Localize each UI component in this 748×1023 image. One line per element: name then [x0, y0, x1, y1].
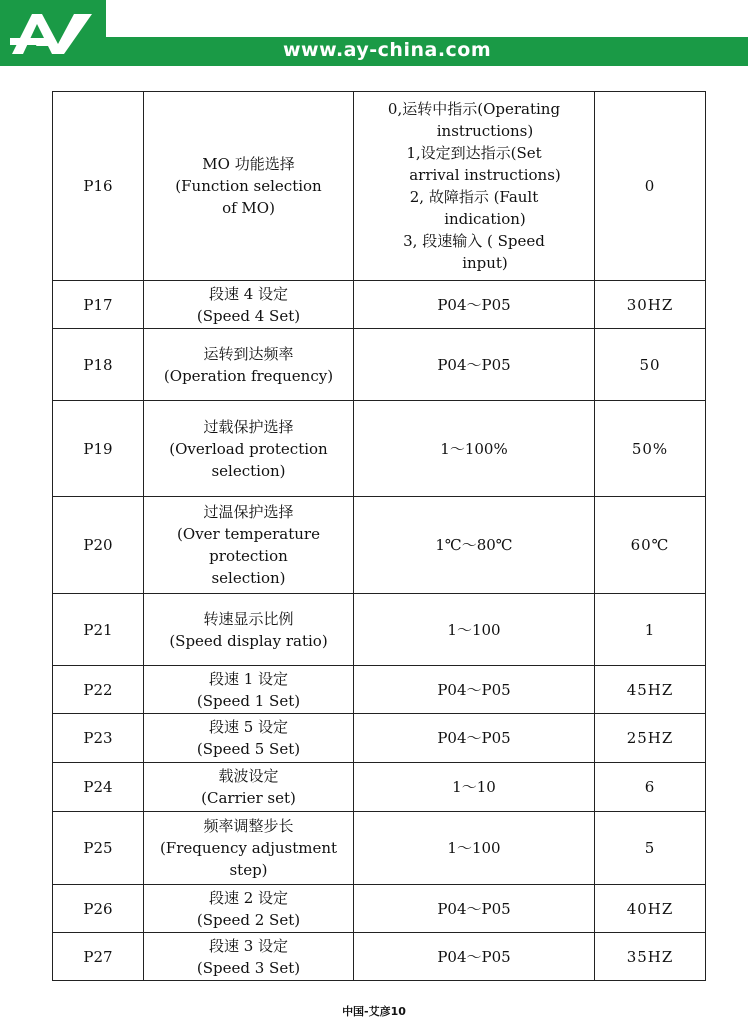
- param-name: [144, 329, 354, 401]
- param-code: P27: [53, 933, 144, 981]
- param-default: 0: [595, 92, 706, 281]
- table-row: [53, 401, 706, 497]
- param-name-cn: MO 功能选择: [202, 155, 295, 173]
- param-name-en: (Carrier set): [201, 789, 296, 807]
- param-name-cn: 过载保护选择: [203, 417, 294, 436]
- table-row: [53, 329, 706, 401]
- option-line: indication): [444, 210, 526, 228]
- param-name-cn: 过温保护选择: [203, 503, 294, 521]
- param-default: 60℃: [595, 497, 706, 594]
- param-range: P04～P05: [354, 933, 595, 981]
- param-name: [144, 885, 354, 933]
- param-range: P04～P05: [354, 885, 595, 933]
- param-name-en: (Over temperature: [177, 525, 320, 543]
- param-default: 50: [595, 329, 706, 401]
- param-name-en: (Speed 5 Set): [196, 740, 301, 758]
- param-name: [144, 92, 354, 281]
- param-range: 1℃～80℃: [354, 497, 595, 594]
- param-name-en: (Speed 4 Set): [196, 306, 301, 325]
- param-range: 1～100: [354, 594, 595, 666]
- param-options: [354, 92, 595, 281]
- table-row: [53, 594, 706, 666]
- param-name-cn: 转速显示比例: [203, 609, 294, 628]
- param-code: P20: [53, 497, 144, 594]
- param-name-cn: 段速 5 设定: [208, 718, 289, 736]
- website-url: www.ay-china.com: [283, 39, 492, 61]
- param-default: 5: [595, 812, 706, 885]
- ay-logo-icon: [8, 8, 98, 58]
- param-name-en: (Frequency adjustment: [159, 839, 338, 857]
- table-row: [53, 497, 706, 594]
- param-name-en: selection): [211, 569, 286, 587]
- param-name-en: protection: [209, 547, 288, 565]
- param-name: [144, 763, 354, 812]
- param-code: P25: [53, 812, 144, 885]
- param-name-en: (Overload protection: [169, 439, 328, 458]
- param-code: P17: [53, 281, 144, 329]
- option-line: instructions): [436, 122, 534, 140]
- param-range: P04～P05: [354, 666, 595, 714]
- param-name: [144, 401, 354, 497]
- param-name: [144, 812, 354, 885]
- param-code: P23: [53, 714, 144, 763]
- param-name-cn: 段速 1 设定: [208, 669, 289, 688]
- param-default: 1: [595, 594, 706, 666]
- param-code: P22: [53, 666, 144, 714]
- param-name-en: step): [229, 861, 268, 879]
- param-name-cn: 段速 2 设定: [208, 888, 289, 907]
- param-name-cn: 段速 3 设定: [208, 936, 289, 955]
- param-name-en: (Speed 3 Set): [196, 958, 301, 977]
- param-range: 1～100%: [354, 401, 595, 497]
- brand-logo: [0, 0, 106, 66]
- option-line: 1,设定到达指示(Set: [406, 144, 542, 162]
- param-code: P26: [53, 885, 144, 933]
- param-name: [144, 594, 354, 666]
- option-line: 0,运转中指示(Operating: [387, 100, 561, 118]
- param-default: 40HZ: [595, 885, 706, 933]
- param-name-en: (Operation frequency): [163, 366, 334, 385]
- table-row: [53, 763, 706, 812]
- param-default: 25HZ: [595, 714, 706, 763]
- page-header: [0, 0, 748, 66]
- param-range: P04～P05: [354, 329, 595, 401]
- param-code: P16: [53, 92, 144, 281]
- table-row: [53, 885, 706, 933]
- parameter-table: [52, 91, 706, 981]
- param-name-en: (Speed 1 Set): [196, 691, 301, 710]
- param-name-en: (Speed 2 Set): [196, 910, 301, 929]
- param-range: P04～P05: [354, 714, 595, 763]
- param-default: 6: [595, 763, 706, 812]
- param-code: P18: [53, 329, 144, 401]
- page-footer: 中国-艾彦10: [342, 1005, 406, 1018]
- param-name-cn: 段速 4 设定: [208, 284, 289, 303]
- param-code: P19: [53, 401, 144, 497]
- param-name: [144, 666, 354, 714]
- table-row: [53, 281, 706, 329]
- param-code: P24: [53, 763, 144, 812]
- param-name-cn: 载波设定: [218, 767, 279, 785]
- param-name-cn: 运转到达频率: [203, 344, 294, 363]
- table-row: [53, 933, 706, 981]
- table-row: [53, 812, 706, 885]
- table-row: [53, 92, 706, 281]
- param-name: [144, 497, 354, 594]
- param-name-en: of MO): [222, 199, 275, 217]
- param-name-en: (Function selection: [175, 177, 322, 195]
- option-line: arrival instructions): [409, 166, 561, 184]
- option-line: 3, 段速输入 ( Speed: [403, 232, 545, 250]
- table-row: [53, 714, 706, 763]
- param-range: P04～P05: [354, 281, 595, 329]
- param-name: [144, 714, 354, 763]
- param-code: P21: [53, 594, 144, 666]
- param-default: 50%: [595, 401, 706, 497]
- param-default: 45HZ: [595, 666, 706, 714]
- param-name: [144, 281, 354, 329]
- option-line: input): [462, 254, 508, 272]
- param-name-en: selection): [211, 461, 286, 480]
- param-name: [144, 933, 354, 981]
- option-line: 2, 故障指示 (Fault: [409, 188, 539, 206]
- param-default: 35HZ: [595, 933, 706, 981]
- param-name-cn: 频率调整步长: [203, 817, 294, 835]
- param-name-en: (Speed display ratio): [169, 631, 328, 650]
- param-range: 1～100: [354, 812, 595, 885]
- table-row: [53, 666, 706, 714]
- param-default: 30HZ: [595, 281, 706, 329]
- param-range: 1～10: [354, 763, 595, 812]
